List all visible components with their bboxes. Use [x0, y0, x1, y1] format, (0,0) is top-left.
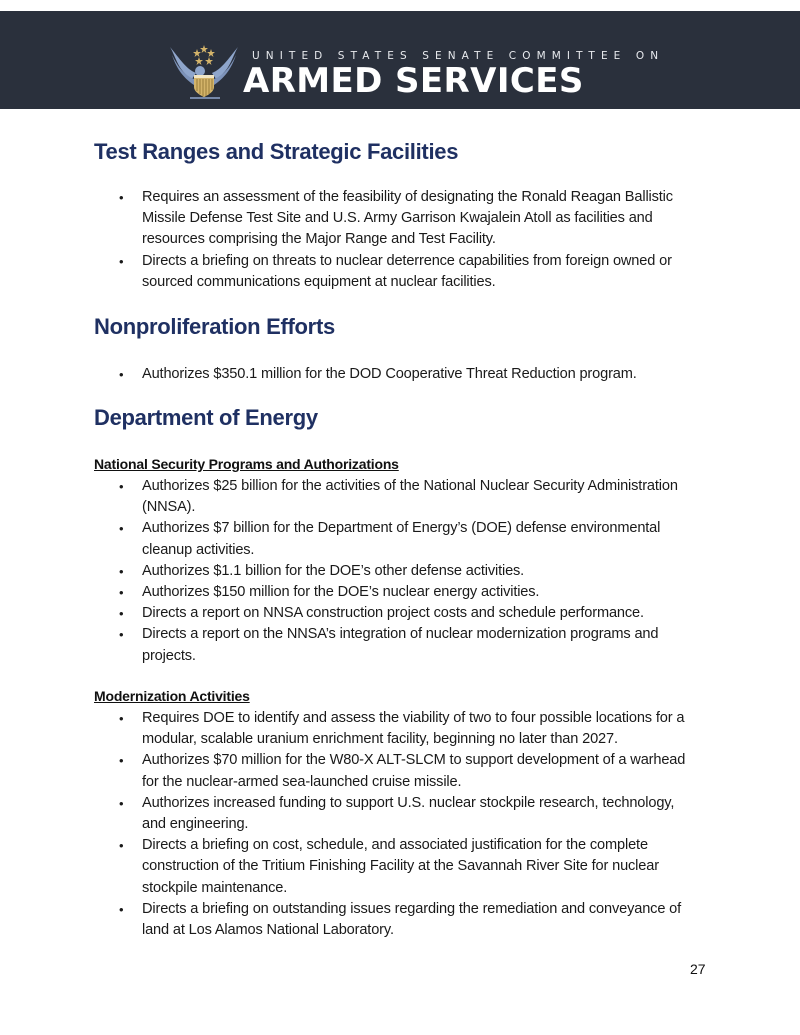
list-item: • Authorizes $1.1 billion for the DOE’s other defense activities.: [94, 561, 694, 582]
bullet-icon: •: [119, 711, 124, 726]
modernization-list: [94, 708, 694, 941]
bullet-icon: •: [119, 901, 124, 917]
bullet-icon: •: [119, 585, 124, 601]
bullet-icon: •: [119, 753, 124, 769]
header-banner: [0, 11, 800, 109]
bullet-icon: •: [119, 253, 124, 269]
bullet-icon: •: [119, 190, 124, 205]
subheading-modernization: Modernization Activities: [94, 688, 250, 704]
list-item: • Authorizes $25 billion for the activities of the National Nuclear Security Administration (NNSA).: [119, 478, 678, 516]
list-item: • Authorizes $350.1 million for the DOD Cooperative Threat Reduction program.: [94, 364, 694, 385]
bullet-icon: •: [119, 521, 124, 537]
subheading-national-security: National Security Programs and Authorizations: [94, 456, 399, 472]
section-heading-nonproliferation: Nonproliferation Efforts: [94, 314, 335, 339]
list-item: • Directs a report on the NNSA’s integration of nuclear modernization programs and projects.: [119, 626, 659, 664]
list-item: • Authorizes $70 million for the W80-X ALT-SLCM to support development of a warhead for the nuclear-armed sea-launched cruise missile.: [119, 752, 686, 790]
bullet-icon: •: [119, 606, 124, 622]
banner-title: ARMED SERVICES: [243, 61, 584, 101]
list-item: • Directs a briefing on cost, schedule, and associated justification for the complete construction of the Tritium Finishing Facility at the Savannah River Site for nuclear stockpile maintenance.: [119, 837, 659, 896]
bullet-icon: •: [119, 795, 124, 811]
banner-subtitle: UNITED STATES SENATE COMMITTEE ON: [252, 50, 665, 62]
list-item: • Directs a report on NNSA construction project costs and schedule performance.: [94, 603, 694, 624]
page-number: 27: [690, 961, 706, 977]
list-item: • Directs a briefing on outstanding issues regarding the remediation and conveyance of land at Los Alamos National Laboratory.: [119, 900, 682, 939]
eagle-seal-icon: [166, 43, 242, 101]
national-security-list: [94, 476, 694, 667]
list-item: • Authorizes $150 million for the DOE’s nuclear energy activities.: [94, 582, 694, 603]
bullet-icon: •: [119, 627, 124, 643]
list-item: • Authorizes $7 billion for the Department of Energy’s (DOE) defense environmental cleanup activities.: [119, 520, 661, 558]
bullet-icon: •: [119, 563, 124, 579]
bullet-icon: •: [119, 479, 124, 494]
nonproliferation-list: [94, 364, 694, 385]
list-item: • Requires an assessment of the feasibility of designating the Ronald Reagan Ballistic Missile Defense Test Site and U.S. Army Garrison Kwajalein Atoll as facilities and resources comprising the Major Range and Test Facility.: [119, 189, 673, 248]
test-ranges-list: [94, 187, 694, 293]
list-item: • Requires DOE to identify and assess the viability of two to four possible locations for a modular, scalable uranium enrichment facility, beginning no later than 2027.: [119, 710, 685, 748]
list-item: • Authorizes increased funding to support U.S. nuclear stockpile research, technology, and engineering.: [119, 794, 675, 833]
bullet-icon: •: [119, 367, 124, 382]
list-item: • Directs a briefing on threats to nuclear deterrence capabilities from foreign owned or sourced communications equipment at nuclear facilities.: [119, 252, 672, 290]
section-heading-test-ranges: Test Ranges and Strategic Facilities: [94, 139, 459, 164]
bullet-icon: •: [119, 838, 124, 854]
section-heading-doe: Department of Energy: [94, 405, 318, 430]
